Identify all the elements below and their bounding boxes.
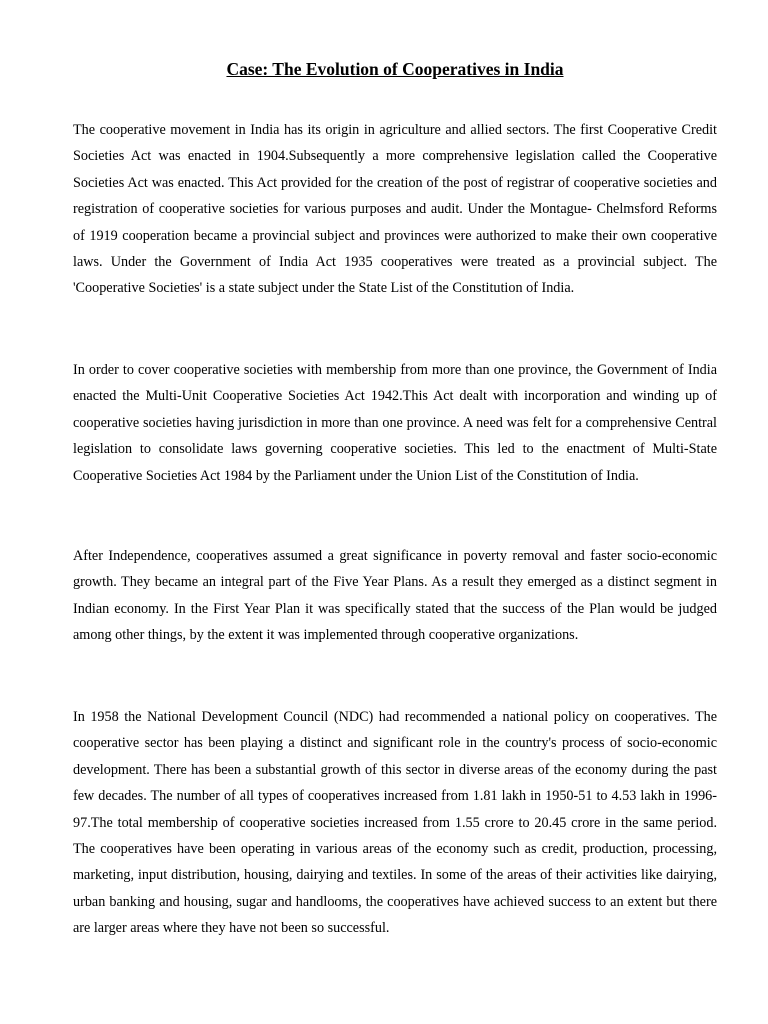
paragraph-multi-unit-act: In order to cover cooperative societies with membership from more than one province, the Government of India enacted the Multi-Unit Cooperative Societies Act 1942.This Act dealt with incorporation and winding up of cooperative societies having jurisdiction in more than one province. A need was felt for a comprehensive Central legislation to consolidate laws governing cooperative societies. This led to the enactment of Multi-State Cooperative Societies Act 1984 by the Parliament under the Union List of the Constitution of India. [73,362,717,484]
paragraph-after-independence: After Independence, cooperatives assumed a great significance in poverty removal and faster socio-economic growth. They became an integral part of the Five Year Plans. As a result they emerged as a distinct segment in Indian economy. In the First Year Plan it was specifically stated that the success of the Plan would be judged among other things, by the extent it was implemented through cooperative organizations. [73,548,717,644]
document-title: Case: The Evolution of Cooperatives in India [226,59,564,79]
paragraph-origin: The cooperative movement in India has its origin in agriculture and allied sectors. The first Cooperative Credit Societies Act was enacted in 1904.Subsequently a more comprehensive legislation called the Cooperative Societies Act was enacted. This Act provided for the creation of the post of registrar of cooperative societies and registration of cooperative societies for various purposes and audit. Under the Montague- Chelmsford Reforms of 1919 cooperation became a provincial subject and provinces were authorized to make their own cooperative laws. Under the Government of India Act 1935 cooperatives were treated as a provincial subject. The 'Cooperative Societies' is a state subject under the State List of the Constitution of India. [73,122,717,297]
paragraph-ndc-policy: In 1958 the National Development Council (NDC) had recommended a national policy on cooperatives. The cooperative sector has been playing a distinct and significant role in the country's process of socio-economic development. There has been a substantial growth of this sector in diverse areas of the economy during the past few decades. The number of all types of cooperatives increased from 1.81 lakh in 1950-51 to 4.53 lakh in 1996-97.The total membership of cooperative societies increased from 1.55 crore to 20.45 crore in the same period. The cooperatives have been operating in various areas of the economy such as credit, production, processing, marketing, input distribution, housing, dairying and textiles. In some of the areas of their activities like dairying, urban banking and housing, sugar and handlooms, the cooperatives have achieved success to an extent but there are larger areas where they have not been so successful. [73,709,717,937]
